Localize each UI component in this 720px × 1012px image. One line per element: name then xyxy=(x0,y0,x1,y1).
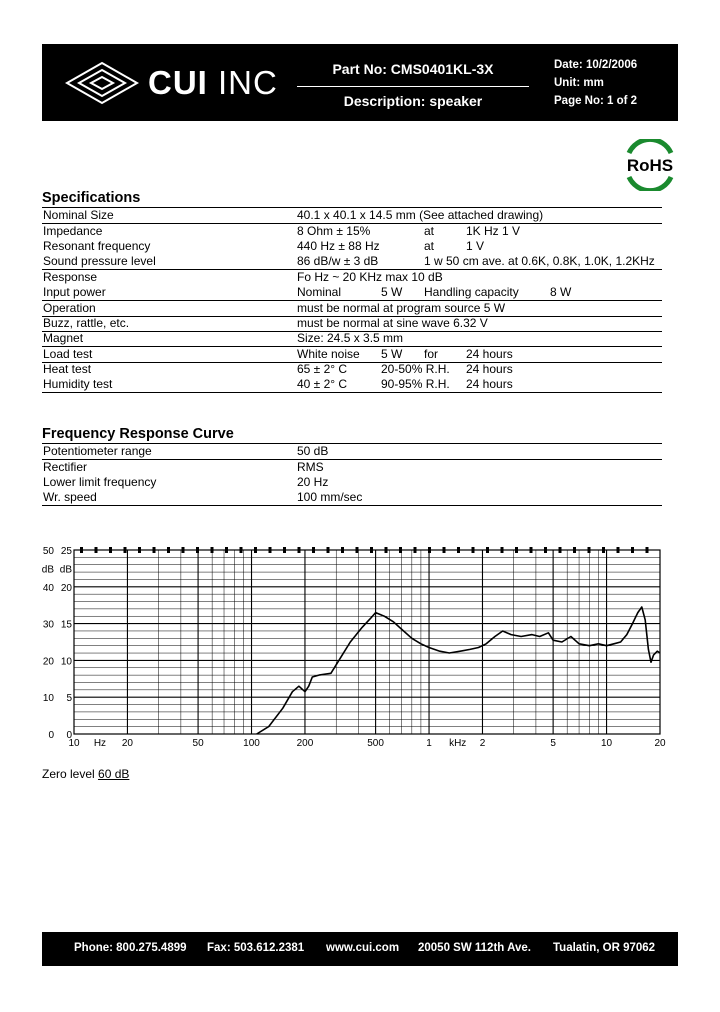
spec-value: 90-95% R.H. xyxy=(381,377,450,391)
footer-phone: Phone: 800.275.4899 xyxy=(74,942,187,954)
spec-value: at xyxy=(424,224,435,238)
top-tick-mark xyxy=(182,547,185,553)
top-tick-mark xyxy=(95,547,98,553)
frequency-response-chart xyxy=(36,540,666,755)
doc-unit: Unit: mm xyxy=(554,77,604,89)
chart-frame xyxy=(74,550,660,734)
top-tick-mark xyxy=(457,547,460,553)
spec-value: 1 V xyxy=(466,239,485,253)
spec-value: at xyxy=(424,239,435,253)
top-tick-mark xyxy=(269,547,272,553)
spec-row-operation xyxy=(42,301,662,317)
frequency-title: Frequency Response Curve xyxy=(42,426,234,442)
response-curve-line xyxy=(257,607,660,734)
y-tick-label-left: dB xyxy=(41,564,54,576)
freq-label: Potentiometer range xyxy=(43,444,152,458)
top-tick-mark xyxy=(588,547,591,553)
top-tick-mark xyxy=(254,547,257,553)
zero-level-label: Zero level xyxy=(42,767,99,781)
top-tick-mark xyxy=(472,547,475,553)
top-tick-mark xyxy=(544,547,547,553)
spec-row-buzz xyxy=(42,316,662,332)
x-tick-label: 20 xyxy=(121,738,134,749)
spec-value: 24 hours xyxy=(466,347,513,361)
x-tick-label: 5 xyxy=(550,738,556,749)
part-description: Description: speaker xyxy=(343,93,483,109)
cui-logo-icon xyxy=(62,58,142,108)
top-tick-mark xyxy=(167,547,170,553)
spec-row-resonant-frequency xyxy=(42,239,662,254)
x-tick-label: 2 xyxy=(479,738,486,749)
top-tick-mark xyxy=(573,547,576,553)
y-tick-label-right: 15 xyxy=(60,619,72,631)
spec-label: Input power xyxy=(43,285,106,299)
spec-value: 86 dB/w ± 3 dB xyxy=(297,254,379,268)
top-tick-mark xyxy=(225,547,228,553)
spec-row-nominal-size xyxy=(42,208,662,224)
specifications-title: Specifications xyxy=(42,190,141,206)
x-tick-label: Hz xyxy=(93,738,107,749)
top-tick-mark xyxy=(370,547,373,553)
spec-label: Magnet xyxy=(43,331,84,345)
spec-row-load-test xyxy=(42,347,662,363)
y-tick-label-left: 10 xyxy=(42,693,54,705)
spec-label: Load test xyxy=(43,347,93,361)
top-tick-mark xyxy=(515,547,518,553)
x-tick-label: kHz xyxy=(449,738,467,749)
spec-row-heat-test xyxy=(42,362,662,377)
top-tick-mark xyxy=(486,547,489,553)
freq-value: 20 Hz xyxy=(297,475,329,489)
x-tick-label: 200 xyxy=(296,738,314,749)
y-tick-label-left: 50 xyxy=(42,546,54,557)
freq-row-wr-speed xyxy=(42,490,662,506)
top-tick-mark xyxy=(559,547,562,553)
top-tick-mark xyxy=(138,547,141,553)
top-tick-mark xyxy=(196,547,199,553)
logo-text: CUI INC xyxy=(148,64,278,101)
spec-value: Nominal xyxy=(297,285,342,299)
footer-fax: Fax: 503.612.2381 xyxy=(207,942,305,954)
part-number: Part No: CMS0401KL-3X xyxy=(332,61,494,77)
spec-value: for xyxy=(424,347,439,361)
top-tick-mark xyxy=(356,547,359,553)
rohs-label: RoHS xyxy=(626,156,674,175)
top-tick-mark xyxy=(646,547,649,553)
spec-value: 40 ± 2° C xyxy=(297,377,348,391)
x-tick-label: 50 xyxy=(192,738,204,749)
freq-row-rectifier xyxy=(42,460,662,475)
spec-value: 24 hours xyxy=(466,362,513,376)
top-tick-mark xyxy=(443,547,446,553)
spec-value: 440 Hz ± 88 Hz xyxy=(297,239,380,253)
zero-level-value: 60 dB xyxy=(98,767,130,781)
y-tick-label-left: 20 xyxy=(42,656,54,668)
spec-row-humidity-test xyxy=(42,377,662,393)
spec-row-impedance xyxy=(42,224,662,239)
zero-level xyxy=(42,767,129,781)
freq-row-potentiometer xyxy=(42,444,662,460)
y-tick-label-right: 0 xyxy=(66,730,72,741)
top-tick-mark xyxy=(414,547,417,553)
x-tick-label: 500 xyxy=(367,738,384,749)
x-tick-label: 1 xyxy=(426,738,432,749)
spec-value: 20-50% R.H. xyxy=(381,362,450,376)
y-tick-label-right: 10 xyxy=(60,656,72,668)
top-tick-mark xyxy=(385,547,388,553)
freq-row-lower-limit xyxy=(42,475,662,490)
top-tick-mark xyxy=(399,547,402,553)
freq-label: Rectifier xyxy=(43,460,88,474)
y-tick-label-right: 20 xyxy=(60,582,72,594)
spec-row-input-power xyxy=(42,285,662,301)
spec-value: 65 ± 2° C xyxy=(297,362,348,376)
top-tick-mark xyxy=(80,547,83,553)
freq-value: 100 mm/sec xyxy=(297,490,363,504)
spec-label: Humidity test xyxy=(43,377,113,391)
y-tick-label-left: 40 xyxy=(42,582,54,594)
rohs-badge xyxy=(620,139,680,191)
spec-row-response xyxy=(42,270,662,285)
spec-label: Sound pressure level xyxy=(43,254,156,268)
freq-label: Wr. speed xyxy=(43,490,97,504)
freq-value: 50 dB xyxy=(297,444,329,458)
top-tick-mark xyxy=(501,547,504,553)
x-tick-label: 20 xyxy=(654,738,666,749)
spec-row-sound-pressure xyxy=(42,254,662,270)
top-tick-mark xyxy=(211,547,214,553)
spec-value: White noise xyxy=(297,347,360,361)
top-tick-mark xyxy=(631,547,634,553)
spec-value: Handling capacity xyxy=(424,285,519,299)
top-tick-mark xyxy=(240,547,243,553)
x-tick-label: 10 xyxy=(68,738,80,749)
spec-value: 40.1 x 40.1 x 14.5 mm (See attached drawing) xyxy=(297,208,544,222)
y-tick-label-right: 25 xyxy=(60,546,72,557)
spec-value: 1K Hz 1 V xyxy=(466,224,521,238)
top-tick-mark xyxy=(153,547,156,553)
spec-value: 5 W xyxy=(381,285,403,299)
x-tick-label: 10 xyxy=(600,738,613,749)
spec-label: Operation xyxy=(43,301,96,315)
doc-page: Page No: 1 of 2 xyxy=(554,95,638,107)
top-tick-mark xyxy=(602,547,605,553)
spec-value: Size: 24.5 x 3.5 mm xyxy=(297,331,404,345)
footer-web[interactable]: www.cui.com xyxy=(326,942,400,954)
footer-city: Tualatin, OR 97062 xyxy=(553,942,656,954)
top-tick-mark xyxy=(298,547,301,553)
y-tick-label-left: 30 xyxy=(42,619,54,631)
spec-label: Impedance xyxy=(43,224,103,238)
top-tick-mark xyxy=(530,547,533,553)
header-divider xyxy=(297,86,529,87)
top-tick-mark xyxy=(428,547,431,553)
spec-value: 1 w 50 cm ave. at 0.6K, 0.8K, 1.0K, 1.2KHz xyxy=(424,254,655,268)
top-tick-mark xyxy=(617,547,620,553)
top-tick-mark xyxy=(312,547,315,553)
doc-date: Date: 10/2/2006 xyxy=(554,59,638,71)
spec-label: Resonant frequency xyxy=(43,239,151,253)
spec-value: must be normal at sine wave 6.32 V xyxy=(297,316,488,330)
freq-value: RMS xyxy=(297,460,324,474)
top-tick-mark xyxy=(341,547,344,553)
top-tick-mark xyxy=(327,547,330,553)
spec-value: 24 hours xyxy=(466,377,513,391)
spec-value: 8 Ohm ± 15% xyxy=(297,224,371,238)
spec-value: 8 W xyxy=(550,285,572,299)
y-tick-label-right: dB xyxy=(59,564,72,576)
spec-value: must be normal at program source 5 W xyxy=(297,301,506,315)
spec-label: Response xyxy=(43,270,98,284)
y-tick-label-right: 5 xyxy=(66,693,72,705)
top-tick-mark xyxy=(109,547,112,553)
top-tick-mark xyxy=(124,547,127,553)
freq-label: Lower limit frequency xyxy=(43,475,157,489)
spec-label: Heat test xyxy=(43,362,92,376)
x-tick-label: 100 xyxy=(243,738,260,749)
top-tick-mark xyxy=(283,547,286,553)
spec-label: Nominal Size xyxy=(43,208,114,222)
y-tick-label-left: 0 xyxy=(48,730,54,741)
spec-row-magnet xyxy=(42,331,662,347)
header-banner xyxy=(42,44,678,121)
spec-label: Buzz, rattle, etc. xyxy=(43,316,130,330)
footer-banner xyxy=(42,932,678,966)
spec-value: Fo Hz ~ 20 KHz max 10 dB xyxy=(297,270,443,284)
spec-value: 5 W xyxy=(381,347,403,361)
footer-address: 20050 SW 112th Ave. xyxy=(418,942,531,954)
